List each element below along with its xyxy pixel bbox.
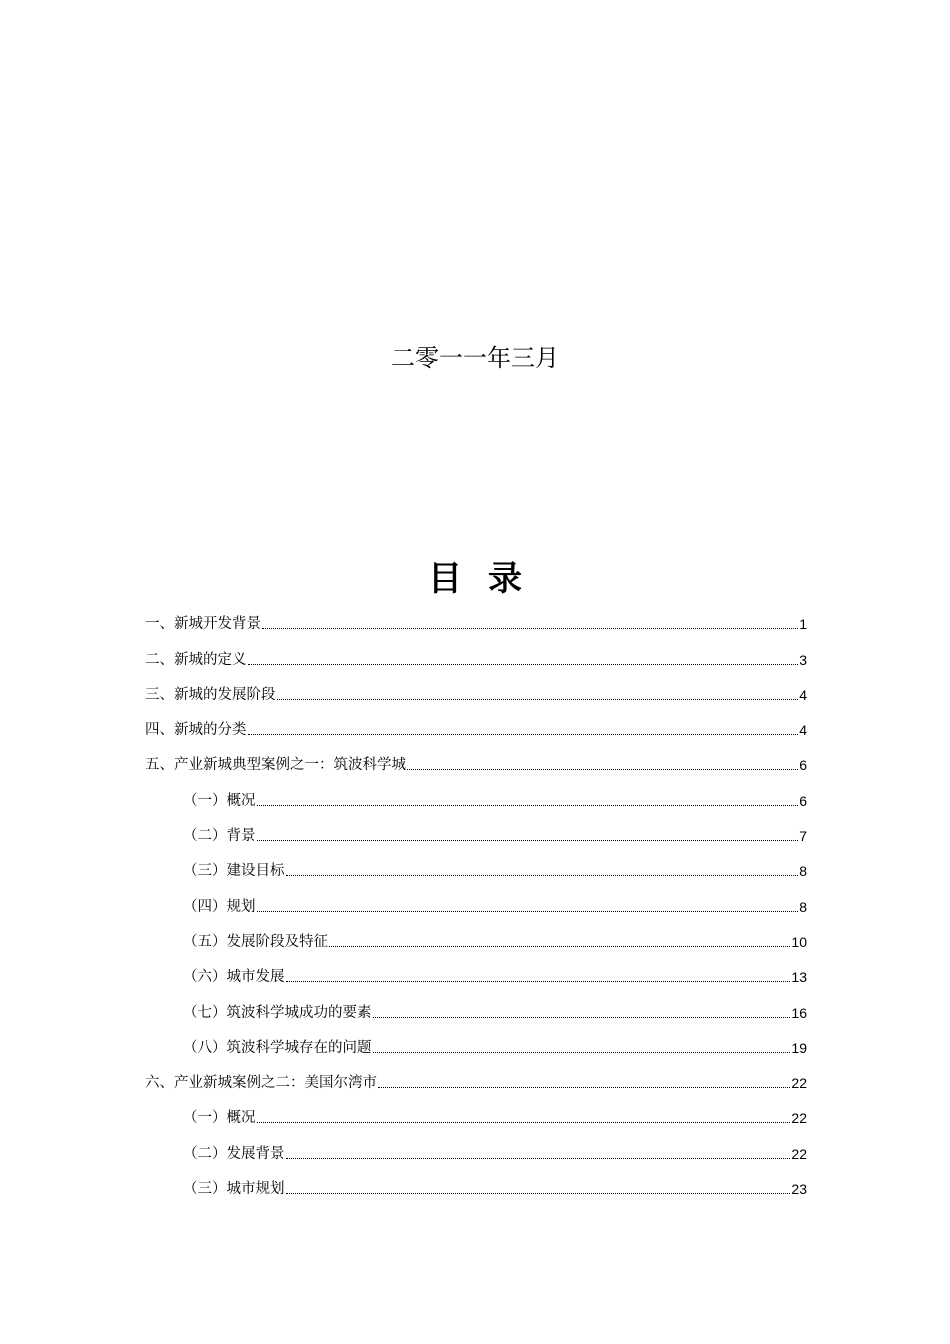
toc-title: 目录: [428, 559, 548, 599]
toc-entry-label: 六、产业新城案例之二：美国尔湾市: [145, 1075, 377, 1092]
toc-entry-label: （七）筑波科学城成功的要素: [183, 1004, 372, 1021]
toc-entry-label: 三、新城的发展阶段: [145, 686, 276, 703]
toc-dot-leader: [407, 769, 798, 770]
toc-entry-page-number: 22: [791, 1145, 807, 1162]
toc-dot-leader: [257, 911, 799, 912]
toc-dot-leader: [277, 699, 799, 700]
document-date: 二零一一年三月: [391, 344, 559, 372]
toc-entry-page-number: 6: [799, 757, 807, 774]
toc-entry-page-number: 4: [799, 722, 807, 739]
toc-dot-leader: [329, 946, 790, 947]
toc-entry[interactable]: [145, 1168, 807, 1203]
toc-entry[interactable]: [145, 603, 807, 638]
toc-entry[interactable]: [145, 850, 807, 885]
toc-entry-label: （一）概况: [183, 792, 256, 809]
toc-entry[interactable]: [145, 885, 807, 920]
toc-dot-leader: [262, 628, 798, 629]
toc-entry-label: （五）发展阶段及特征: [183, 933, 328, 950]
toc-entry-label: （一）概况: [183, 1110, 256, 1127]
toc-entry-label: （二）发展背景: [183, 1145, 285, 1162]
toc-entry-page-number: 7: [799, 828, 807, 845]
toc-entry[interactable]: [145, 674, 807, 709]
toc-dot-leader: [286, 1193, 791, 1194]
toc-entry-page-number: 4: [799, 686, 807, 703]
toc-entry-label: （六）城市发展: [183, 969, 285, 986]
toc-entry-page-number: 1: [799, 616, 807, 633]
toc-entry[interactable]: [145, 779, 807, 814]
toc-dot-leader: [248, 664, 799, 665]
toc-entry-page-number: 8: [799, 898, 807, 915]
toc-dot-leader: [257, 840, 799, 841]
toc-dot-leader: [257, 805, 799, 806]
toc-entry-label: （四）规划: [183, 898, 256, 915]
table-of-contents: [145, 603, 807, 1203]
toc-entry-page-number: 3: [799, 651, 807, 668]
toc-entry[interactable]: [145, 1132, 807, 1167]
toc-entry[interactable]: [145, 638, 807, 673]
toc-entry-page-number: 8: [799, 863, 807, 880]
toc-dot-leader: [286, 981, 791, 982]
toc-entry-label: 四、新城的分类: [145, 722, 247, 739]
toc-dot-leader: [378, 1087, 790, 1088]
toc-dot-leader: [286, 875, 799, 876]
toc-entry-label: 一、新城开发背景: [145, 616, 261, 633]
toc-entry-label: 二、新城的定义: [145, 651, 247, 668]
toc-entry-page-number: 22: [791, 1075, 807, 1092]
toc-entry-page-number: 19: [791, 1039, 807, 1056]
toc-entry[interactable]: [145, 991, 807, 1026]
toc-dot-leader: [257, 1122, 791, 1123]
toc-entry-label: （二）背景: [183, 828, 256, 845]
toc-entry[interactable]: [145, 921, 807, 956]
toc-entry[interactable]: [145, 709, 807, 744]
toc-entry[interactable]: [145, 1062, 807, 1097]
toc-dot-leader: [373, 1052, 791, 1053]
toc-entry-page-number: 23: [791, 1181, 807, 1198]
toc-entry-page-number: 22: [791, 1110, 807, 1127]
toc-dot-leader: [286, 1158, 791, 1159]
toc-entry-label: 五、产业新城典型案例之一：筑波科学城: [145, 757, 406, 774]
toc-entry[interactable]: [145, 744, 807, 779]
toc-entry[interactable]: [145, 956, 807, 991]
toc-entry-page-number: 6: [799, 792, 807, 809]
toc-entry-label: （三）城市规划: [183, 1181, 285, 1198]
toc-entry-label: （八）筑波科学城存在的问题: [183, 1039, 372, 1056]
toc-entry[interactable]: [145, 1097, 807, 1132]
toc-entry-page-number: 10: [791, 933, 807, 950]
toc-dot-leader: [373, 1017, 791, 1018]
toc-entry-label: （三）建设目标: [183, 863, 285, 880]
toc-entry[interactable]: [145, 815, 807, 850]
toc-entry-page-number: 13: [791, 969, 807, 986]
toc-dot-leader: [248, 734, 799, 735]
toc-entry-page-number: 16: [791, 1004, 807, 1021]
toc-entry[interactable]: [145, 1027, 807, 1062]
